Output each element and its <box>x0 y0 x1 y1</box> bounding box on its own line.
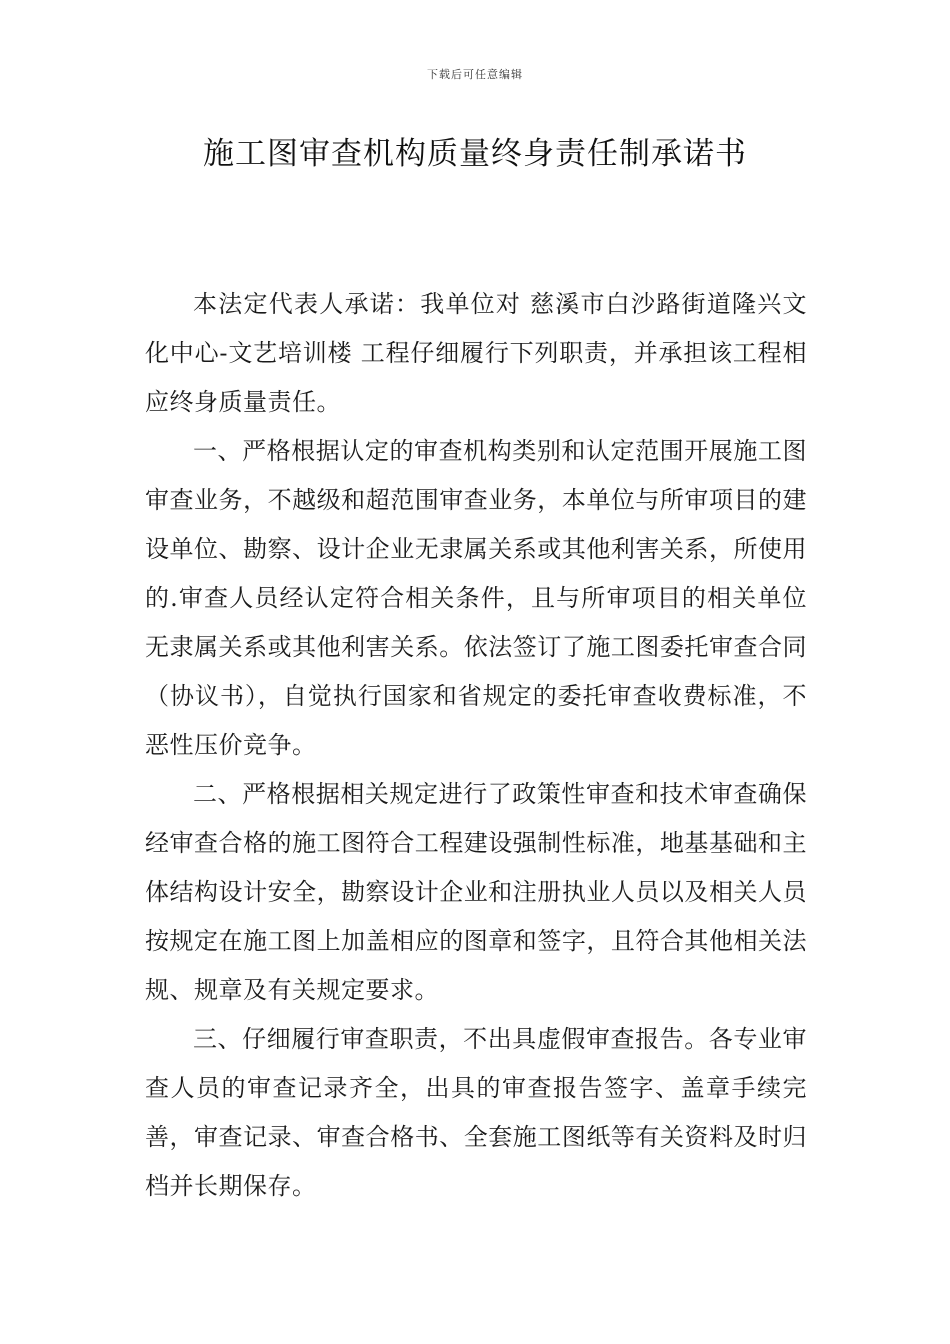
header-note: 下载后可任意编辑 <box>427 68 523 81</box>
paragraph-intro: 本法定代表人承诺：我单位对 慈溪市白沙路街道隆兴文化中心-文艺培训楼 工程仔细履行下列职责，并承担该工程相应终身质量责任。 <box>145 290 807 416</box>
document-title: 施工图审查机构质量终身责任制承诺书 <box>203 136 747 172</box>
document-body <box>145 280 807 1211</box>
paragraph-clause-1: 一、严格根据认定的审查机构类别和认定范围开展施工图审查业务，不越级和超范围审查业务，本单位与所审项目的建设单位、勘察、设计企业无隶属关系或其他利害关系，所使用的.审查人员经认定符合相关条件，且与所审项目的相关单位无隶属关系或其他利害关系。依法签订了施工图委托审查合同（协议书），自觉执行国家和省规定的委托审查收费标准，不恶性压价竞争。 <box>145 437 807 759</box>
paragraph-clause-3: 三、仔细履行审查职责，不出具虚假审查报告。各专业审查人员的审查记录齐全，出具的审查报告签字、盖章手续完善，审查记录、审查合格书、全套施工图纸等有关资料及时归档并长期保存。 <box>145 1025 807 1200</box>
paragraph-clause-2: 二、严格根据相关规定进行了政策性审查和技术审查确保经审查合格的施工图符合工程建设强制性标准，地基基础和主体结构设计安全，勘察设计企业和注册执业人员以及相关人员按规定在施工图上加盖相应的图章和签字，且符合其他相关法规、规章及有关规定要求。 <box>145 780 807 1004</box>
